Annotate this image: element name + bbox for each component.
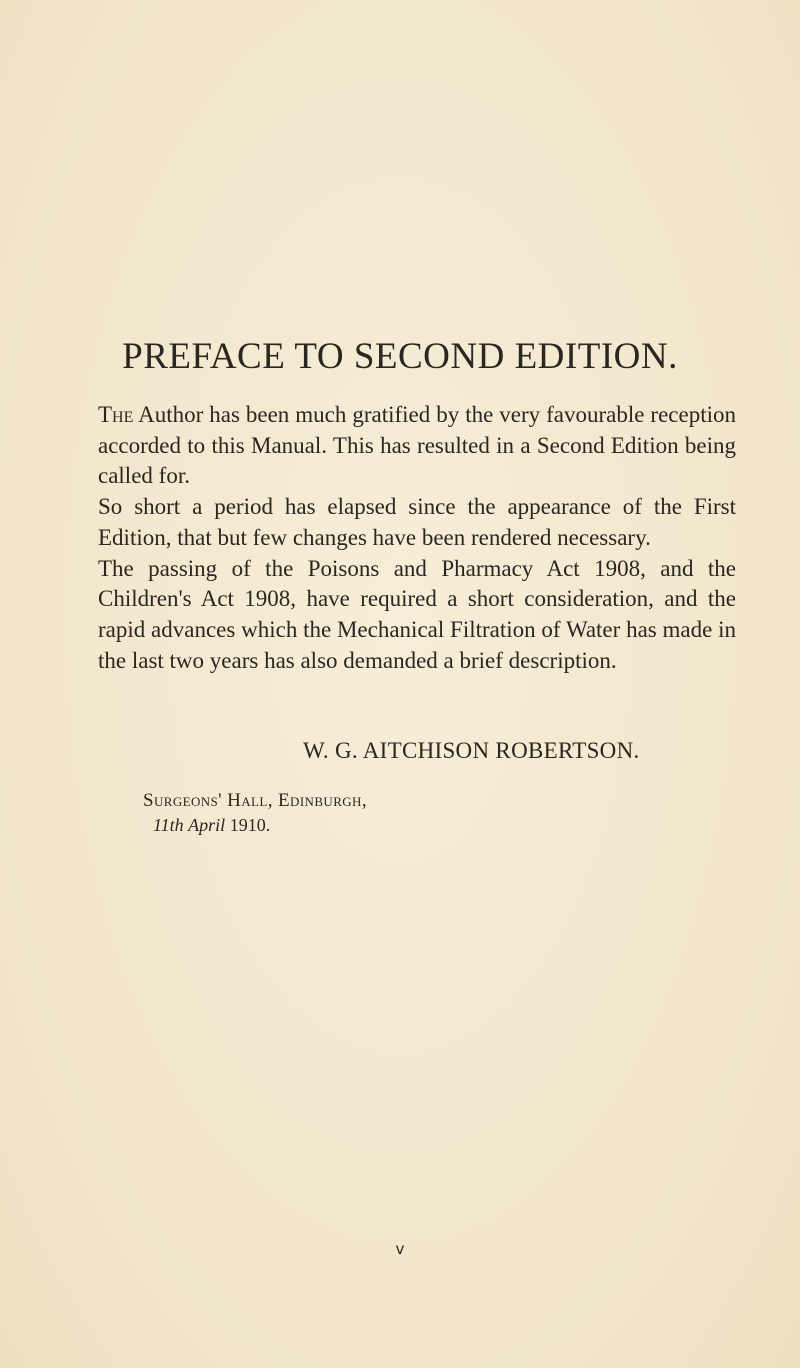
- paragraph-1-text: Author has been much gratified by the very favourable reception accorded to this Manual. This has resulted in a Second Edition being called for.: [98, 402, 736, 489]
- paragraph-1: [98, 400, 736, 492]
- place-and-date: [143, 789, 367, 837]
- page-title: PREFACE TO SECOND EDITION.: [122, 336, 678, 377]
- preface-body: [98, 400, 736, 676]
- place-location: Surgeons' Hall, Edinburgh,: [143, 790, 367, 811]
- place-date: [143, 813, 367, 837]
- page-number: v: [395, 1240, 405, 1258]
- paragraph-3: The passing of the Poisons and Pharmacy Act 1908, and the Children's Act 1908, have required a short consideration, and the rapid advances which the Mechanical Filtration of Water has made in the last two years has also demanded a brief description.: [98, 555, 736, 673]
- date-month: April: [188, 815, 226, 835]
- date-year: 1910.: [229, 815, 271, 835]
- paragraph-1-lead: The: [98, 402, 134, 427]
- paragraph-2: So short a period has elapsed since the appearance of the First Edition, that but few changes have been rendered necessary.: [98, 494, 736, 550]
- date-day: 11th: [153, 815, 184, 835]
- author-signature: W. G. AITCHISON ROBERTSON.: [303, 738, 640, 763]
